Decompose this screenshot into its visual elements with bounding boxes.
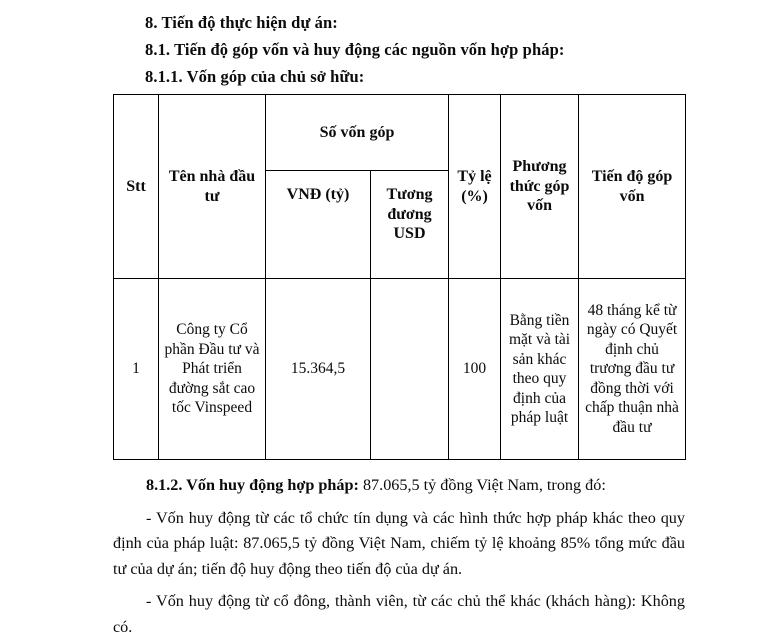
cell-method: Bằng tiền mặt và tài sản khác theo quy định của pháp luật [501,279,579,460]
column-header-method: Phương thức góp vốn [501,95,579,279]
owner-capital-table [113,94,686,460]
table-row [114,279,686,460]
column-header-progress: Tiến độ góp vốn [579,95,686,279]
owner-capital-table-wrapper [0,94,781,460]
heading-section-8-1: 8.1. Tiến độ góp vốn và huy động các nguồn vốn hợp pháp: [145,40,565,59]
table-body [114,279,686,460]
paragraph-shareholders: - Vốn huy động từ cổ đông, thành viên, từ các chủ thể khác (khách hàng): Không có. [113,592,685,636]
column-header-stt: Stt [114,95,159,279]
column-header-usd: Tương đương USD [371,171,449,279]
table-header-row-primary [114,95,686,171]
heading-section-8-1-1: 8.1.1. Vốn góp của chủ sở hữu: [145,67,365,86]
heading-block [0,0,781,90]
column-header-capital-amount: Số vốn góp [266,95,449,171]
paragraph-8-1-2 [113,473,685,499]
body-text-block [0,473,781,640]
cell-rate: 100 [449,279,501,460]
column-header-vnd: VNĐ (tỷ) [266,171,371,279]
column-header-investor-name: Tên nhà đầu tư [159,95,266,279]
cell-investor-name: Công ty Cổ phần Đầu tư và Phát triển đường sắt cao tốc Vinspeed [159,279,266,460]
cell-progress: 48 tháng kể từ ngày có Quyết định chủ trương đầu tư đồng thời với chấp thuận nhà đầu tư [579,279,686,460]
heading-section-8: 8. Tiến độ thực hiện dự án: [145,13,338,32]
cell-vnd: 15.364,5 [266,279,371,460]
paragraph-8-1-2-label: 8.1.2. Vốn huy động hợp pháp: [146,476,359,494]
paragraph-credit-institutions: - Vốn huy động từ các tổ chức tín dụng và các hình thức hợp pháp khác theo quy định của pháp luật: 87.065,5 tỷ đồng Việt Nam, chiếm tỷ lệ khoảng 85% tổng mức đầu tư của dự án; tiến độ huy động theo tiến độ của dự án. [113,508,685,578]
cell-stt: 1 [114,279,159,460]
paragraph-8-1-2-text: 87.065,5 tỷ đồng Việt Nam, trong đó: [358,476,606,494]
cell-usd [371,279,449,460]
column-header-rate: Tỷ lệ (%) [449,95,501,279]
table-head [114,95,686,279]
